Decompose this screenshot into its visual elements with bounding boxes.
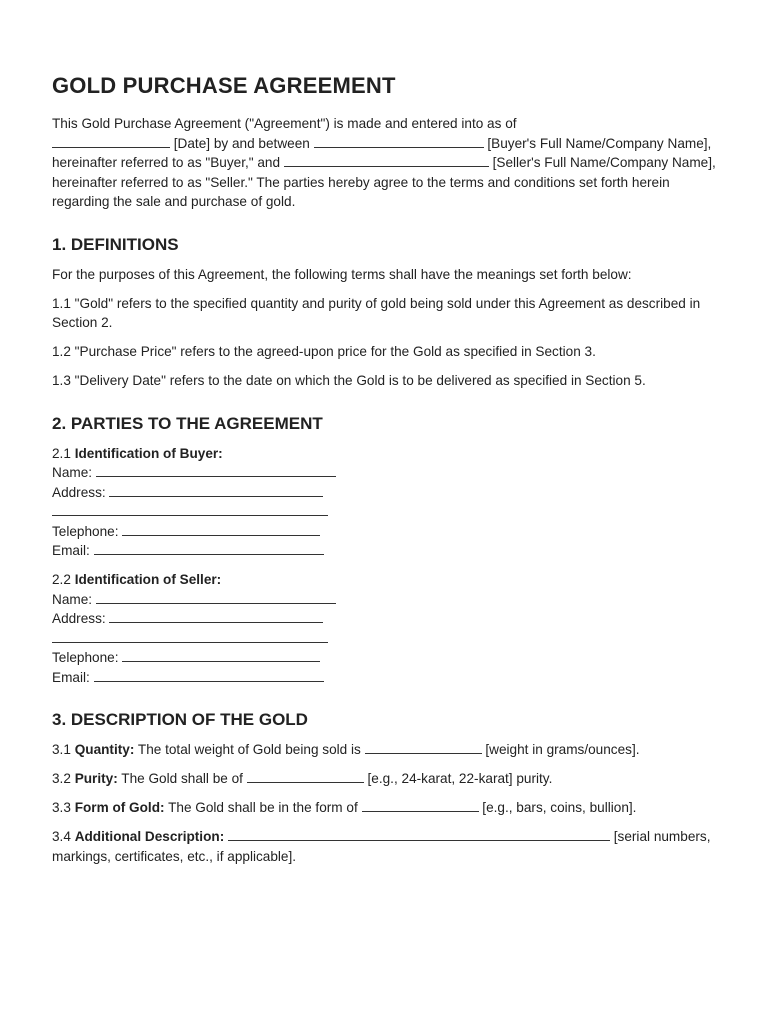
field-label: Name: bbox=[52, 465, 93, 480]
buyer-address-field[interactable] bbox=[109, 483, 323, 497]
item-label: Purity: bbox=[74, 771, 118, 786]
sub-label: Identification of Seller: bbox=[74, 572, 222, 587]
description-item bbox=[52, 740, 722, 760]
buyer-telephone-field[interactable] bbox=[122, 522, 320, 536]
item-number: 3.1 bbox=[52, 742, 75, 757]
definitions-lead: For the purposes of this Agreement, the following terms shall have the meanings set forth below: bbox=[52, 266, 632, 282]
seller-name-field[interactable] bbox=[96, 590, 336, 604]
seller-telephone-field[interactable] bbox=[122, 648, 320, 662]
item-label: Additional Description: bbox=[74, 829, 225, 844]
field-label: Address: bbox=[52, 611, 106, 626]
item-number: 3.3 bbox=[52, 800, 75, 815]
buyer-email-field[interactable] bbox=[94, 541, 324, 555]
purity-blank[interactable] bbox=[247, 769, 364, 783]
item-text: The Gold shall be in the form of bbox=[164, 800, 358, 815]
item-number: 3.4 bbox=[52, 829, 75, 844]
seller-address-field[interactable] bbox=[109, 609, 323, 623]
item-text: The total weight of Gold being sold is bbox=[134, 742, 361, 757]
intro-text: [Buyer's Full Name/Company Name], hereinafter referred to as "Buyer," and bbox=[52, 135, 712, 170]
field-label: Name: bbox=[52, 591, 93, 607]
sub-number: 2.1 bbox=[52, 445, 75, 461]
item-text: [e.g., bars, coins, bullion]. bbox=[478, 800, 637, 815]
field-label: Email: bbox=[52, 669, 90, 685]
item-label: Form of Gold: bbox=[74, 800, 165, 815]
field-label: Telephone: bbox=[52, 650, 119, 665]
buyer-identification bbox=[52, 444, 722, 561]
document-page bbox=[52, 72, 722, 876]
item-number: 3.2 bbox=[52, 771, 75, 786]
document-title: GOLD PURCHASE AGREEMENT bbox=[52, 73, 396, 98]
section-heading: 1. DEFINITIONS bbox=[52, 234, 179, 254]
item-text: [serial numbers, markings, certificates, etc., if applicable]. bbox=[52, 829, 711, 864]
definition-item: 1.1 "Gold" refers to the specified quantity and purity of gold being sold under this Agreement as described in Section 2. bbox=[52, 295, 701, 330]
definition-item: 1.3 "Delivery Date" refers to the date on which the Gold is to be delivered as specified in Section 5. bbox=[52, 373, 646, 388]
description-item bbox=[52, 827, 722, 866]
intro-text: [Date] by and between bbox=[173, 135, 310, 151]
buyer-name-field[interactable] bbox=[96, 463, 336, 477]
intro-text: [Seller's Full Name/Company Name], hereinafter referred to as "Seller." The parties hereby agree to the terms and conditions set forth herein regarding the sale and purchase of gold. bbox=[52, 155, 716, 209]
description-item bbox=[52, 769, 722, 789]
sub-label: Identification of Buyer: bbox=[74, 445, 223, 461]
form-blank[interactable] bbox=[362, 798, 479, 812]
item-text: The Gold shall be of bbox=[117, 771, 243, 786]
seller-email-field[interactable] bbox=[94, 668, 324, 682]
quantity-blank[interactable] bbox=[365, 740, 482, 754]
sub-number: 2.2 bbox=[52, 572, 75, 587]
item-text: [weight in grams/ounces]. bbox=[481, 742, 640, 757]
seller-identification bbox=[52, 570, 722, 687]
definition-item: 1.2 "Purchase Price" refers to the agreed-upon price for the Gold as specified in Section 3. bbox=[52, 344, 596, 359]
seller-name-blank[interactable] bbox=[284, 153, 489, 167]
item-text: [e.g., 24-karat, 22-karat] purity. bbox=[363, 771, 553, 786]
section-heading: 3. DESCRIPTION OF THE GOLD bbox=[52, 710, 308, 729]
buyer-address-line2-field[interactable] bbox=[52, 502, 328, 516]
additional-description-blank[interactable] bbox=[228, 827, 610, 841]
field-label: Telephone: bbox=[52, 523, 119, 539]
item-label: Quantity: bbox=[74, 742, 135, 757]
field-label: Address: bbox=[52, 484, 106, 500]
intro-paragraph bbox=[52, 114, 722, 212]
intro-text: This Gold Purchase Agreement ("Agreement") is made and entered into as of bbox=[52, 116, 517, 131]
seller-address-line2-field[interactable] bbox=[52, 629, 328, 643]
description-item bbox=[52, 798, 722, 818]
buyer-name-blank[interactable] bbox=[314, 134, 484, 148]
date-blank[interactable] bbox=[52, 134, 170, 148]
field-label: Email: bbox=[52, 543, 90, 558]
section-heading: 2. PARTIES TO THE AGREEMENT bbox=[52, 413, 323, 433]
